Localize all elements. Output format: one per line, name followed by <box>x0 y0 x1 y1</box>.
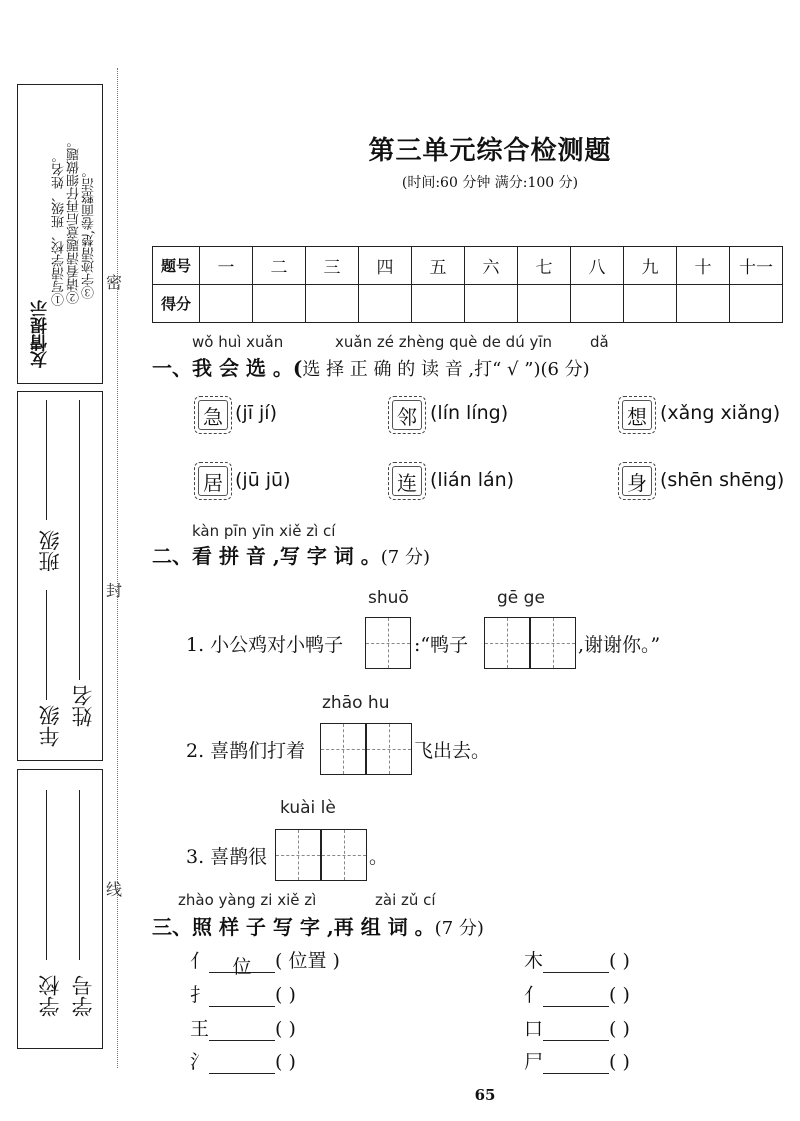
score-cell[interactable] <box>306 285 359 323</box>
score-cell[interactable] <box>730 285 783 323</box>
word-row <box>524 980 630 1007</box>
seal-char-feng: 封 <box>106 581 123 600</box>
col-2: 二 <box>253 247 306 285</box>
option-text[interactable]: (xǎng xiǎng) <box>660 402 781 424</box>
radical: 扌 <box>190 984 210 1006</box>
col-4: 四 <box>359 247 412 285</box>
tip-2: ②请看清题意后再仔细做题。 <box>67 135 82 304</box>
score-cell[interactable] <box>412 285 465 323</box>
number-line[interactable] <box>79 790 80 960</box>
seal-line <box>117 68 118 1068</box>
word-row <box>524 1047 630 1074</box>
question-number-label: 题号 <box>153 247 200 285</box>
word-row <box>524 946 630 973</box>
word-blank[interactable]: ( ) <box>609 950 630 972</box>
score-cell[interactable] <box>571 285 624 323</box>
col-5: 五 <box>412 247 465 285</box>
option-text[interactable]: (jū jū) <box>235 469 291 491</box>
word-blank[interactable]: ( ) <box>275 1051 296 1073</box>
radical: 亻 <box>190 950 210 972</box>
answer-blank[interactable] <box>543 952 609 973</box>
q2-after: 飞出去。 <box>414 740 491 762</box>
section3-pinyin-2: zài zǔ cí <box>375 891 436 909</box>
section2-heading <box>152 540 430 569</box>
section3-score: (7 分) <box>434 918 484 939</box>
school-line[interactable] <box>46 790 47 960</box>
writing-box[interactable] <box>320 723 366 775</box>
score-cell[interactable] <box>677 285 730 323</box>
section1-pinyin-2: xuǎn zé zhèng què de dú yīn <box>335 333 553 351</box>
option-text[interactable]: (jī jí) <box>235 402 277 424</box>
col-11: 十一 <box>730 247 783 285</box>
col-3: 三 <box>306 247 359 285</box>
section3-heading-text: 三、照 样 子 写 字 ,再 组 词 。 <box>152 915 435 939</box>
word-row <box>524 1014 630 1041</box>
option-text[interactable]: (lín líng) <box>430 402 509 424</box>
name-label: 姓名 <box>71 685 95 727</box>
q1-middle: :“鸭子 <box>414 634 469 656</box>
radical: 氵 <box>190 1051 210 1073</box>
score-table <box>152 246 783 323</box>
q1-after: ,谢谢你。” <box>578 634 661 656</box>
word-row <box>190 946 340 978</box>
char-stamp: 连 <box>388 462 426 500</box>
seal-char-mi: 密 <box>106 273 123 292</box>
page-subtitle: (时间:60 分钟 满分:100 分) <box>401 175 579 191</box>
section1-note: 选 择 正 确 的 读 音 ,打“ √ ”)(6 分) <box>302 359 590 380</box>
page-number: 65 <box>474 1086 496 1104</box>
word-row <box>190 1047 296 1074</box>
page-title: 第三单元综合检测题 <box>368 136 612 166</box>
q2-pinyin: zhāo hu <box>322 693 390 713</box>
score-cell[interactable] <box>200 285 253 323</box>
answer-blank[interactable]: 位 <box>209 952 275 973</box>
char-stamp: 邻 <box>388 396 426 434</box>
col-8: 八 <box>571 247 624 285</box>
section2-score: (7 分) <box>380 547 430 568</box>
col-6: 六 <box>465 247 518 285</box>
answer-blank[interactable] <box>543 1053 609 1074</box>
char-stamp: 身 <box>618 462 656 500</box>
option-text[interactable]: (shēn shēng) <box>660 469 785 491</box>
char-stamp: 居 <box>194 462 232 500</box>
radical: 尸 <box>524 1051 544 1073</box>
section2-heading-text: 二、看 拼 音 ,写 字 词 。 <box>152 544 381 568</box>
section1-heading-text: 一、我 会 选 。( <box>152 356 303 380</box>
radical: 亻 <box>524 984 544 1006</box>
class-line[interactable] <box>46 400 47 520</box>
col-7: 七 <box>518 247 571 285</box>
word-row <box>190 1014 296 1041</box>
tip-1: ①写清学校、班级、姓名。 <box>52 150 67 306</box>
answer-blank[interactable] <box>209 986 275 1007</box>
section2-pinyin: kàn pīn yīn xiě zì cí <box>192 522 336 540</box>
grade-line[interactable] <box>46 590 47 700</box>
section1-heading <box>152 352 590 381</box>
score-cell[interactable] <box>465 285 518 323</box>
section3-pinyin-1: zhào yàng zi xiě zì <box>178 891 317 909</box>
col-9: 九 <box>624 247 677 285</box>
answer-blank[interactable] <box>209 1053 275 1074</box>
word-blank[interactable]: ( ) <box>609 1018 630 1040</box>
char-stamp: 想 <box>618 396 656 434</box>
tips-title: 友情提示 <box>31 300 51 368</box>
q3-after: 。 <box>369 846 389 868</box>
score-cell[interactable] <box>253 285 306 323</box>
radical: 木 <box>524 950 544 972</box>
number-label: 学号 <box>71 975 95 1017</box>
writing-box[interactable] <box>530 617 576 669</box>
word-blank[interactable]: ( ) <box>609 984 630 1006</box>
section1-pinyin-3: dǎ <box>590 333 609 351</box>
name-line[interactable] <box>79 400 80 680</box>
score-cell[interactable] <box>518 285 571 323</box>
radical: 王 <box>190 1018 210 1040</box>
word-blank[interactable]: ( ) <box>275 1018 296 1040</box>
q1-pinyin-2: gē ge <box>497 588 545 608</box>
writing-box[interactable] <box>275 829 321 881</box>
q1-pinyin-1: shuō <box>368 588 409 608</box>
q3-before: 3. 喜鹊很 <box>186 846 268 868</box>
q2-before: 2. 喜鹊们打着 <box>186 740 306 762</box>
seal-char-xian: 线 <box>106 880 123 899</box>
tip-3: ③字迹清楚,卷面整洁。 <box>82 165 97 300</box>
answer-blank[interactable] <box>543 986 609 1007</box>
word-blank[interactable]: ( 位置 ) <box>275 950 340 972</box>
q3-pinyin: kuài lè <box>280 798 336 818</box>
writing-box[interactable] <box>484 617 530 669</box>
answer-blank[interactable] <box>209 1020 275 1041</box>
word-row <box>190 980 296 1007</box>
radical: 口 <box>524 1018 544 1040</box>
writing-box[interactable] <box>321 829 367 881</box>
word-blank[interactable]: ( ) <box>275 984 296 1006</box>
school-label: 学校 <box>38 975 62 1017</box>
score-cell[interactable] <box>359 285 412 323</box>
score-label: 得分 <box>153 285 200 323</box>
col-1: 一 <box>200 247 253 285</box>
section1-pinyin-1: wǒ huì xuǎn <box>192 333 284 351</box>
char-stamp: 急 <box>194 396 232 434</box>
word-blank[interactable]: ( ) <box>609 1051 630 1073</box>
col-10: 十 <box>677 247 730 285</box>
class-label: 班级 <box>38 530 62 572</box>
q1-before: 1. 小公鸡对小鸭子 <box>186 634 344 656</box>
writing-box[interactable] <box>365 617 411 669</box>
score-cell[interactable] <box>624 285 677 323</box>
writing-box[interactable] <box>366 723 412 775</box>
option-text[interactable]: (lián lán) <box>430 469 515 491</box>
answer-blank[interactable] <box>543 1020 609 1041</box>
section3-heading <box>152 911 484 940</box>
grade-label: 年级 <box>38 705 62 747</box>
